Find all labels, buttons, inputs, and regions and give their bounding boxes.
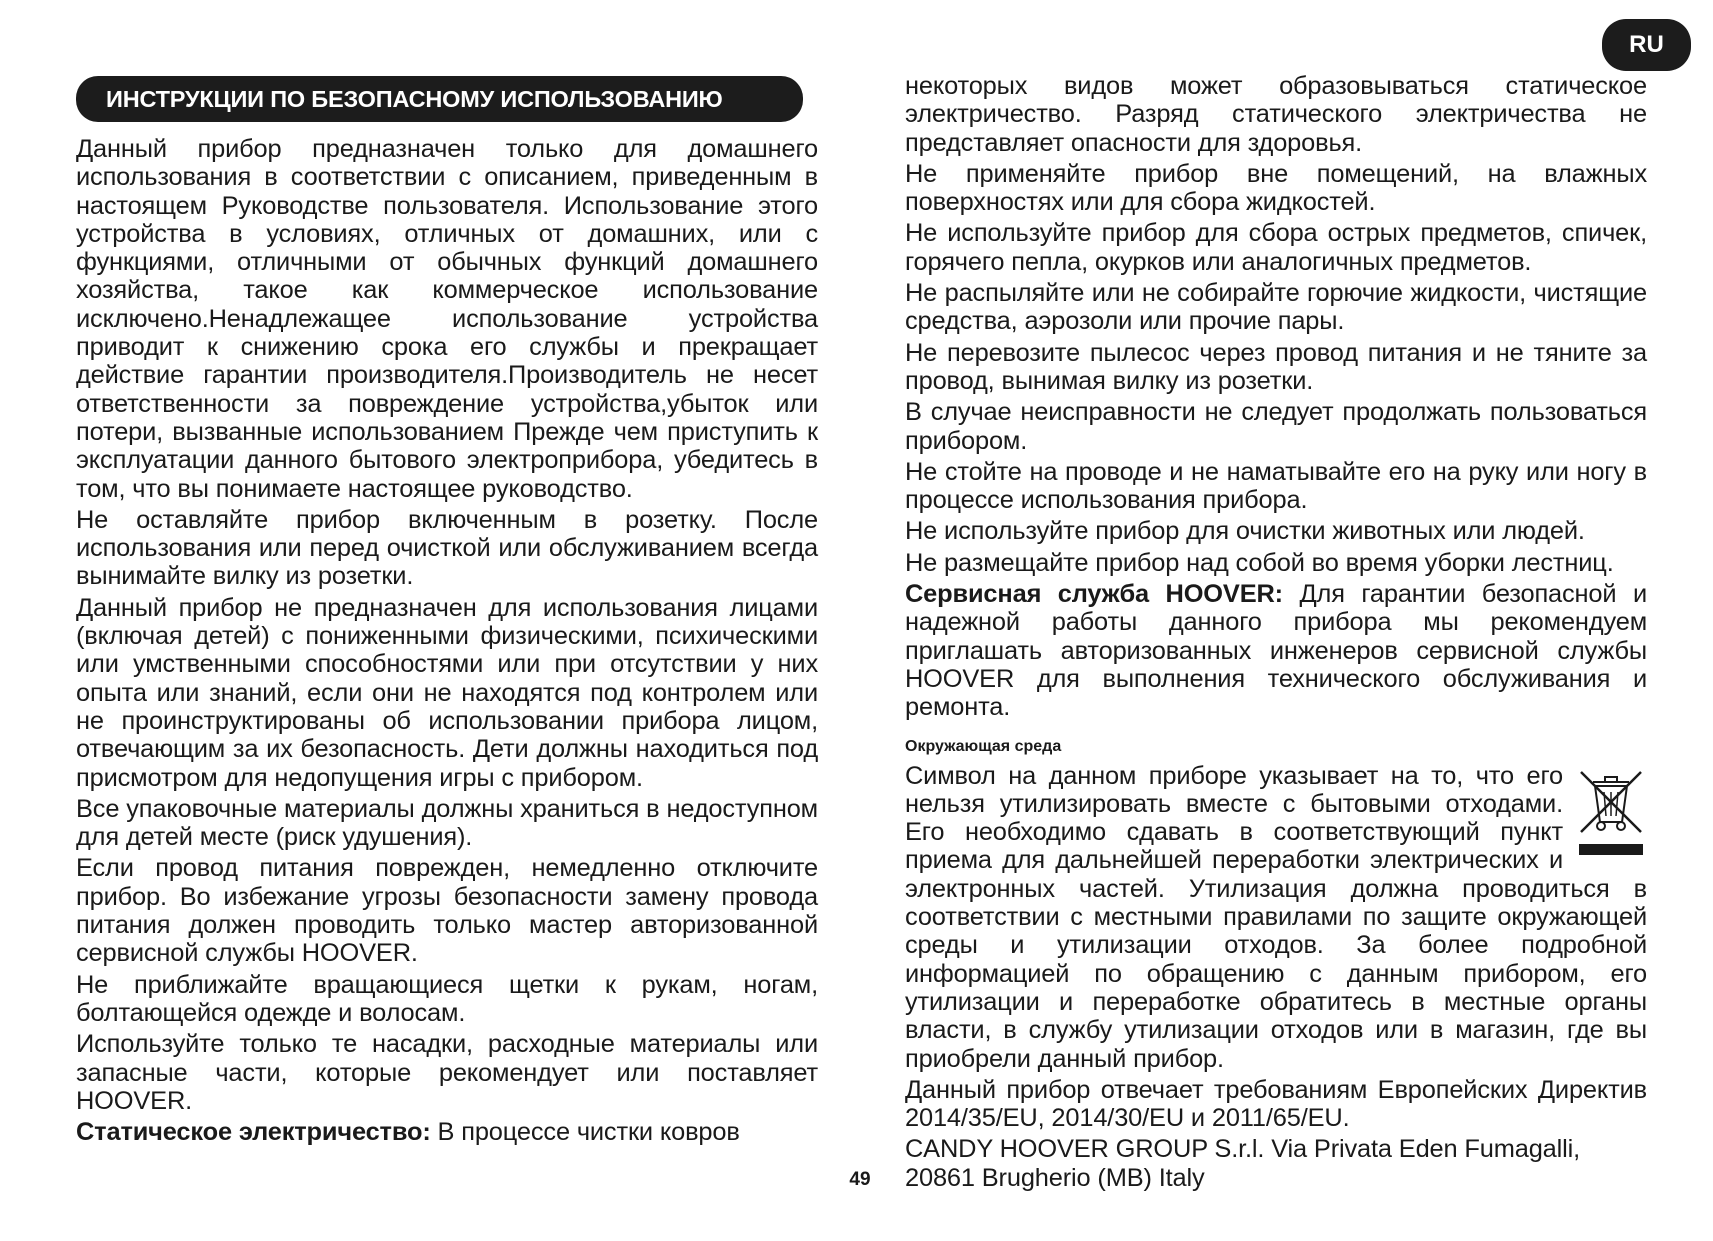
paragraph-animals: Не используйте прибор для очистки животных или людей.: [905, 517, 1585, 546]
paragraph-damaged-cord: Если провод питания поврежден, немедленно отключите прибор. Во избежание угрозы безопасности замену провода питания должен проводить только мастер авторизованной сервисной службы HOOVER.: [76, 854, 818, 968]
section-heading-text: ИНСТРУКЦИИ ПО БЕЗОПАСНОМУ ИСПОЛЬЗОВАНИЮ: [106, 85, 723, 112]
paragraph-malfunction: В случае неисправности не следует продолжать пользоваться прибором.: [905, 398, 1647, 455]
crossed-out-wheelie-bin-icon: [1575, 764, 1647, 856]
static-label: Статическое электричество:: [76, 1118, 431, 1147]
section-heading: [76, 76, 803, 122]
paragraph-stairs: Не размещайте прибор над собой во время уборки лестниц.: [905, 548, 1614, 577]
paragraph-service: [905, 580, 1647, 721]
right-column: [905, 72, 1647, 1195]
service-label: Сервисная служба HOOVER:: [905, 580, 1283, 609]
static-text: В процессе чистки ковров: [430, 1118, 740, 1147]
environment-text: Символ на данном приборе указывает на то, что его нельзя утилизировать вместе с бытовыми отходами. Его необходимо сдавать в соответствующий пункт приема для дальнейшей переработки электрических и электронных частей. Утилизация должна проводиться в соответствии с местными правилами по защите окружающей среды и утилизации отходов. За более подробной информацией по обращению с данным прибором, его утилизации и переработке обратитесь в местные органы власти, в службу утилизации отходов или в магазин, где вы приобрели данный прибор.: [905, 761, 1647, 1073]
paragraph-brushes: Не приближайте вращающиеся щетки к рукам, ногам, болтающейся одежде и волосам.: [76, 970, 818, 1027]
language-badge: RU: [1602, 19, 1691, 71]
paragraph-packaging: Все упаковочные материалы должны храниться в недоступном для детей месте (риск удушения).: [76, 794, 818, 852]
paragraph-unplug: Не оставляйте прибор включенным в розетку. После использования или перед очисткой или обслуживанием всегда вынимайте вилку из розетки.: [76, 505, 818, 591]
paragraph-flammable: Не распыляйте или не собирайте горючие жидкости, чистящие средства, аэрозоли или прочие пары.: [905, 279, 1647, 336]
paragraph-cord-pulling: Не перевозите пылесос через провод питания и не тяните за провод, вынимая вилку из розетки.: [905, 338, 1647, 395]
page-number: 49: [849, 1169, 871, 1190]
paragraph-outdoors: Не применяйте прибор вне помещений, на влажных поверхностях или для сбора жидкостей.: [905, 159, 1647, 217]
left-column: [76, 135, 818, 1149]
environment-title: Окружающая среда: [905, 737, 1062, 755]
environment-section: [905, 762, 1647, 1073]
directives-text: Данный прибор отвечает требованиям Европейских Директив 2014/35/EU, 2014/30/EU и 2011/65/EU.: [905, 1075, 1647, 1133]
paragraph-static-start: [76, 1118, 818, 1146]
paragraph-cord-wrapping: Не стойте на проводе и не наматывайте его на руку или ногу в процессе использования прибора.: [905, 457, 1647, 515]
manufacturer-address: CANDY HOOVER GROUP S.r.l. Via Privata Eden Fumagalli, 20861 Brugherio (MB) Italy: [905, 1135, 1581, 1192]
paragraph-intended-use: Данный прибор предназначен только для домашнего использования в соответствии с описанием, приведенным в настоящем Руководстве пользователя. Использование этого устройства в условиях, отличных от домашних, или с функциями, отличными от обычных функций домашнего хозяйства, такое как коммерческое использование исключено.Ненадлежащее использование устройства приводит к снижению срока его службы и прекращает действие гарантии производителя.Производитель не несет ответственности за повреждение устройства,убыток или потери, вызванные использованием Прежде чем приступить к эксплуатации данного бытового электроприбора, убедитесь в том, что вы понимаете настоящее руководство.: [76, 135, 818, 503]
paragraph-restricted-users: Данный прибор не предназначен для использования лицами (включая детей) с пониженными физическими, психическими или умственными способностями или при отсутствии у них опыта или знаний, если они не находятся под контролем или не проинструктированы об использовании прибора лицом, отвечающим за их безопасность. Дети должны находиться под присмотром для недопущения игры с прибором.: [76, 593, 818, 792]
service-text: Для гарантии безопасной и надежной работы данного прибора мы рекомендуем приглашать авторизованных инженеров сервисной службы HOOVER для выполнения технического обслуживания и ремонта.: [905, 580, 1647, 722]
paragraph-sharp-objects: Не используйте прибор для сбора острых предметов, спичек, горячего пепла, окурков или аналогичных предметов.: [905, 219, 1647, 276]
paragraph-static-continued: некоторых видов может образовываться статическое электричество. Разряд статического электричества не представляет опасности для здоровья.: [905, 72, 1647, 157]
paragraph-accessories: Используйте только те насадки, расходные материалы или запасные части, которые рекомендует или поставляет HOOVER.: [76, 1030, 818, 1115]
